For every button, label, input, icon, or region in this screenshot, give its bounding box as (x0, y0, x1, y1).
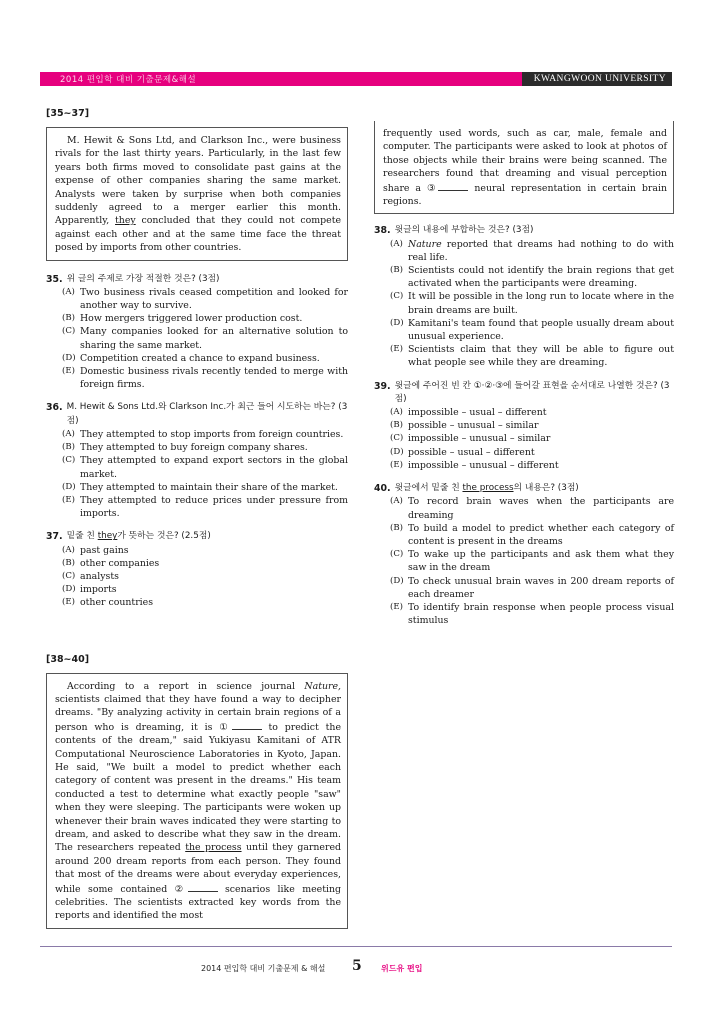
answer-option[interactable] (390, 601, 674, 627)
option-text: They attempted to stop imports from foreign countries. (80, 428, 344, 440)
left-column (46, 108, 348, 929)
section-tag-38-40: [38~40] (46, 653, 90, 665)
option-letter: (B) (62, 442, 76, 453)
right-column (374, 121, 674, 627)
answer-option[interactable] (390, 548, 674, 574)
answer-option[interactable] (62, 596, 348, 609)
answer-option[interactable] (390, 264, 674, 290)
option-list (374, 238, 674, 370)
option-text: To wake up the participants and ask them what they saw in the dream (408, 549, 674, 574)
option-text: They attempted to maintain their share of the market. (80, 481, 338, 493)
option-list (46, 428, 348, 520)
option-letter: (A) (390, 407, 403, 418)
header-bar (40, 72, 672, 86)
option-letter: (C) (62, 455, 76, 466)
option-letter: (D) (62, 352, 76, 363)
option-letter: (E) (62, 597, 75, 608)
option-letter: (B) (390, 522, 404, 533)
blank-2 (188, 882, 218, 892)
answer-option[interactable] (62, 428, 348, 441)
question-39 (374, 380, 674, 472)
option-text: past gains (80, 544, 129, 556)
option-text: Kamitani's team found that people usually dream about unusual experience. (408, 317, 674, 343)
answer-option[interactable] (62, 544, 348, 557)
answer-option[interactable] (390, 575, 674, 601)
option-letter: (C) (62, 326, 76, 337)
option-letter: (E) (62, 366, 75, 377)
answer-option[interactable] (390, 419, 674, 432)
answer-option[interactable] (62, 570, 348, 583)
option-text: impossible – unusual – different (408, 459, 559, 471)
option-text: To record brain waves when the participants are dreaming (408, 496, 674, 521)
option-letter: (A) (62, 544, 75, 555)
option-letter: (E) (390, 601, 403, 612)
option-text: impossible – usual – different (408, 407, 547, 419)
blank-3 (438, 181, 468, 191)
option-letter: (D) (390, 317, 404, 328)
option-text: They attempted to expand export sectors in the global market. (80, 455, 348, 480)
footer-brand: 위드유 편입 (381, 964, 423, 973)
answer-option[interactable] (390, 432, 674, 445)
option-letter: (C) (62, 570, 76, 581)
answer-option[interactable] (390, 446, 674, 459)
question-38 (374, 224, 674, 369)
question-stem: 윗글에서 밑줄 친 the process의 내용은? (3점) (394, 483, 579, 494)
question-number: 37. (46, 531, 63, 543)
underlined-they: they (115, 215, 136, 227)
footer (0, 960, 720, 976)
option-text: impossible – unusual – similar (408, 433, 551, 445)
answer-option[interactable] (62, 352, 348, 365)
blank-1 (232, 720, 262, 730)
option-text: Nature reported that dreams had nothing to do with real life. (408, 238, 674, 263)
option-letter: (E) (390, 344, 403, 355)
answer-option[interactable] (62, 557, 348, 570)
option-text: Scientists could not identify the brain regions that get activated when the participants were dreaming. (408, 265, 674, 290)
option-text: They attempted to buy foreign company shares. (80, 442, 308, 454)
option-text: other companies (80, 557, 160, 569)
option-letter: (A) (62, 428, 75, 439)
option-text: Many companies looked for an alternative solution to sharing the same market. (80, 326, 348, 351)
option-letter: (A) (62, 286, 75, 297)
question-stem: 윗글에 주어진 빈 칸 ①·②·③에 들어갈 표현을 순서대로 나열한 것은? (3점) (394, 380, 670, 404)
option-text: It will be possible in the long run to locate where in the brain dreams are built. (408, 291, 674, 316)
answer-option[interactable] (390, 317, 674, 343)
question-number: 38. (374, 225, 391, 237)
option-text: They attempted to reduce prices under pressure from imports. (80, 494, 348, 520)
header-university: KWANGWOON UNIVERSITY (522, 72, 672, 86)
option-letter: (D) (390, 446, 404, 457)
option-letter: (E) (62, 494, 75, 505)
passage-38-40: According to a report in science journal Nature, scientists claimed that they have found a way to decipher dreams. "By analyzing activity in certain brain regions of a person who is dreaming, it is ① to predict the contents of the dream," said Yukiyasu Kamitani of ATR Computational Neuroscience Laboratories in Kyoto, Japan. He said, "We built a model to predict whether each category of content was present in the dreams." His team conducted a test to determine what exactly people "saw" when they were sleeping. The participants were woken up whenever their brain waves indicated they were starting to dream, and asked to describe what they saw in the dream. The researchers repeated the process until they garnered around 200 dream reports from each person. They found that most of the dreams were about everyday experiences, while some contained ② scenarios like meeting celebrities. The scientists extracted key words from the reports and identified the most (46, 673, 348, 929)
option-text: To build a model to predict whether each category of content is present in the dreams (408, 522, 674, 547)
option-letter: (E) (390, 459, 403, 470)
option-letter: (B) (62, 557, 76, 568)
header-title: 2014 편입학 대비 기출문제&해설 (60, 75, 197, 85)
answer-option[interactable] (62, 583, 348, 596)
question-stem: M. Hewit & Sons Ltd.와 Clarkson Inc.가 최근 들어 시도하는 바는? (3점) (66, 402, 348, 426)
option-text: To check unusual brain waves in 200 dream reports of each dreamer (408, 575, 674, 600)
answer-option[interactable] (390, 290, 674, 316)
question-stem: 위 글의 주제로 가장 적절한 것은? (3점) (66, 273, 220, 284)
answer-option[interactable] (62, 365, 348, 391)
option-letter: (B) (62, 313, 76, 324)
question-stem: 윗글의 내용에 부합하는 것은? (3점) (394, 225, 534, 236)
option-letter: (D) (62, 481, 76, 492)
question-number: 36. (46, 402, 63, 414)
question-40 (374, 482, 674, 627)
option-letter: (B) (390, 265, 404, 276)
answer-option[interactable] (62, 481, 348, 494)
option-list (46, 286, 348, 392)
option-text: other countries (80, 597, 154, 609)
option-text: To identify brain response when people process visual stimulus (408, 601, 674, 627)
option-text: analysts (80, 570, 119, 582)
footer-divider (40, 946, 672, 947)
answer-option[interactable] (62, 494, 348, 520)
option-text: Scientists claim that they will be able to figure out what people see while they are dreaming. (408, 344, 674, 369)
answer-option[interactable] (62, 312, 348, 325)
option-text: How mergers triggered lower production cost. (80, 313, 303, 325)
option-text: possible – usual – different (408, 446, 535, 458)
option-text: imports (80, 584, 117, 596)
option-text: Competition created a chance to expand business. (80, 352, 320, 364)
question-36 (46, 401, 348, 520)
answer-option[interactable] (390, 406, 674, 419)
answer-option[interactable] (62, 325, 348, 351)
option-list (46, 544, 348, 610)
option-letter: (D) (390, 575, 404, 586)
answer-option[interactable] (390, 238, 674, 264)
answer-option[interactable] (62, 286, 348, 312)
footer-title: 2014 편입학 대비 기출문제 & 해설 (201, 964, 326, 973)
option-letter: (A) (390, 496, 403, 507)
option-letter: (C) (390, 433, 404, 444)
question-number: 35. (46, 273, 63, 285)
option-list (374, 495, 674, 627)
underlined-the-process: the process (185, 842, 242, 854)
answer-option[interactable] (390, 495, 674, 521)
option-letter: (D) (62, 584, 76, 595)
option-letter: (C) (390, 549, 404, 560)
option-text: Two business rivals ceased competition and looked for another way to survive. (80, 286, 348, 312)
question-37 (46, 530, 348, 609)
answer-option[interactable] (62, 441, 348, 454)
passage-38-40-continued: frequently used words, such as car, male, female and computer. The participants were asked to look at photos of those objects while their brains were being scanned. The researchers found that dreaming and visual perception share a ③ neural representation in certain brain regions. (374, 121, 674, 214)
option-text: Domestic business rivals recently tended to merge with foreign firms. (80, 366, 348, 391)
answer-option[interactable] (62, 454, 348, 480)
option-letter: (B) (390, 420, 404, 431)
answer-option[interactable] (390, 522, 674, 548)
question-35 (46, 273, 348, 392)
option-letter: (A) (390, 238, 403, 249)
answer-option[interactable] (390, 343, 674, 369)
option-text: possible – unusual – similar (408, 420, 539, 432)
answer-option[interactable] (390, 459, 674, 472)
question-number: 40. (374, 483, 391, 495)
section-tag-35-37: [35~37] (46, 108, 90, 119)
question-number: 39. (374, 380, 391, 392)
page-number: 5 (352, 958, 362, 974)
passage-35-37: M. Hewit & Sons Ltd, and Clarkson Inc., were business rivals for the last thirty years. Particularly, in the last few years both firms moved to consolidate past gains at the expense of other companies sharing the same market. Analysts were taken by surprise when both companies suddenly agreed to a merger earlier this month. Apparently, they concluded that they could not compete against each other and at the same time face the threat posed by imports from other countries. (46, 127, 348, 261)
option-letter: (C) (390, 291, 404, 302)
option-list (374, 406, 674, 472)
question-stem: 밑줄 친 they가 뜻하는 것은? (2.5점) (66, 531, 211, 542)
